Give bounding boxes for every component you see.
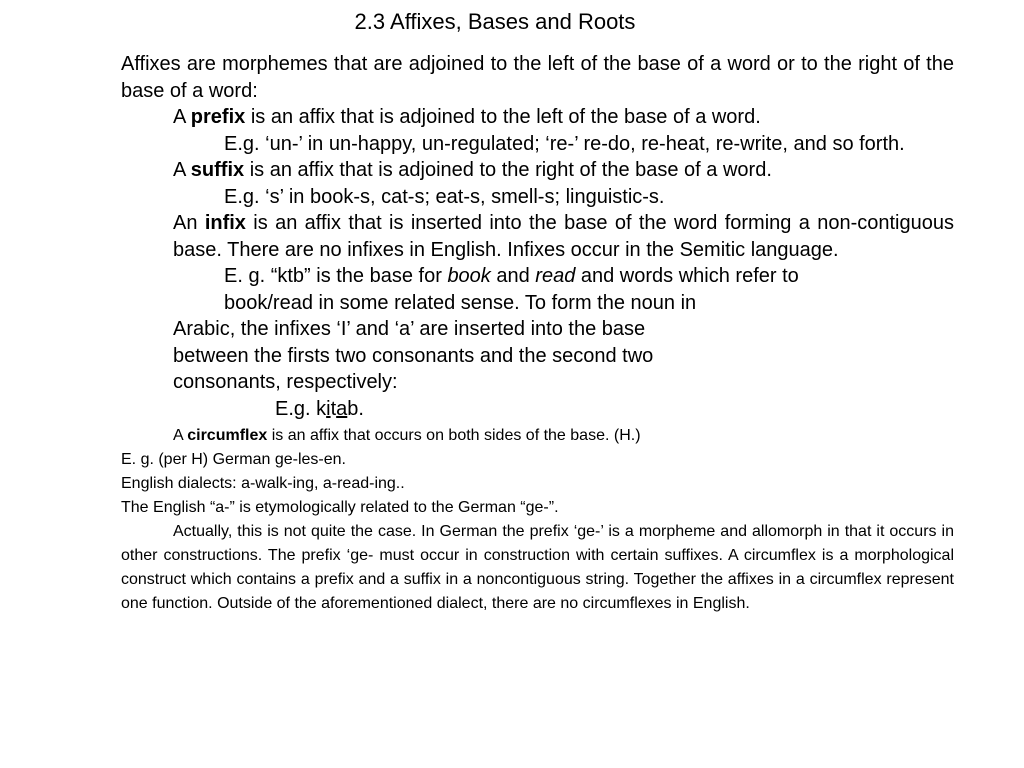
prefix-definition bbox=[173, 104, 954, 131]
infix-def: is an affix that is inserted into the base of the word forming a non-contiguous base. There are no infixes in English. Infixes occur in the Semitic language. bbox=[173, 212, 954, 261]
circumflex-paragraph: Actually, this is not quite the case. In German the prefix ‘ge-’ is a morpheme and allomorph in that it occurs in other constructions. The prefix ‘ge- must occur in construction with certain suffixes. A circumflex is a morphological construct which contains a prefix and a suffix in a noncontiguous string. Together the affixes in a circumflex represent one function. Outside of the aforementioned dialect, there are no circumflexes in English. bbox=[121, 523, 954, 612]
circumflex-definition bbox=[173, 424, 954, 448]
prefix-term: prefix bbox=[190, 106, 246, 128]
circumflex-term: circumflex bbox=[187, 427, 268, 444]
prefix-article: A bbox=[173, 106, 191, 128]
suffix-def: is an affix that is adjoined to the right of the base of a word. bbox=[244, 159, 772, 181]
infix-ex-rest: and words which refer to bbox=[575, 265, 799, 287]
kitab-infix-a: a bbox=[336, 397, 348, 420]
intro-text: Affixes are morphemes that are adjoined to the left of the base of a word or to the right of the base of a word: bbox=[121, 53, 954, 102]
kitab-infix-i: i bbox=[326, 397, 331, 420]
kitab-suffix: b. bbox=[347, 397, 364, 420]
slide-title: 2.3 Affixes, Bases and Roots bbox=[354, 9, 636, 34]
infix-book: book bbox=[447, 265, 491, 287]
slide-body bbox=[121, 51, 954, 616]
infix-definition bbox=[173, 210, 954, 263]
suffix-term: suffix bbox=[190, 159, 245, 181]
infix-and: and bbox=[490, 265, 536, 287]
infix-example-line3: Arabic, the infixes ‘I’ and ‘a’ are inserted into the base bbox=[173, 318, 646, 340]
infix-kitab-example bbox=[275, 396, 954, 423]
infix-term: infix bbox=[204, 212, 246, 234]
circumflex-article: A bbox=[173, 427, 188, 444]
suffix-example: E.g. ‘s’ in book-s, cat-s; eat-s, smell-s; linguistic-s. bbox=[224, 185, 665, 208]
infix-example-line2: book/read in some related sense. To form the noun in bbox=[224, 291, 697, 314]
circumflex-example-1: E. g. (per H) German ge-les-en. bbox=[121, 451, 346, 468]
prefix-example: E.g. ‘un-’ in un-happy, un-regulated; ‘re-’ re-do, re-heat, re-write, and so forth. bbox=[224, 132, 905, 155]
suffix-article: A bbox=[173, 159, 191, 181]
kitab-prefix: E.g. k bbox=[275, 397, 327, 420]
circumflex-example-3: The English “a-” is etymologically related to the German “ge-”. bbox=[121, 499, 559, 516]
infix-read: read bbox=[535, 265, 576, 287]
suffix-definition bbox=[173, 157, 954, 184]
infix-example-line4: between the firsts two consonants and the second two bbox=[173, 344, 654, 367]
infix-article: An bbox=[173, 212, 205, 234]
prefix-def: is an affix that is adjoined to the left of the base of a word. bbox=[245, 106, 761, 128]
kitab-t: t bbox=[330, 397, 337, 420]
infix-ex-start: E. g. “ktb” is the base for bbox=[224, 265, 448, 287]
infix-example-line1 bbox=[224, 263, 954, 290]
circumflex-def: is an affix that occurs on both sides of the base. (H.) bbox=[267, 427, 641, 444]
circumflex-example-2: English dialects: a-walk-ing, a-read-ing.. bbox=[121, 475, 405, 492]
infix-example-line5: consonants, respectively: bbox=[173, 371, 398, 393]
